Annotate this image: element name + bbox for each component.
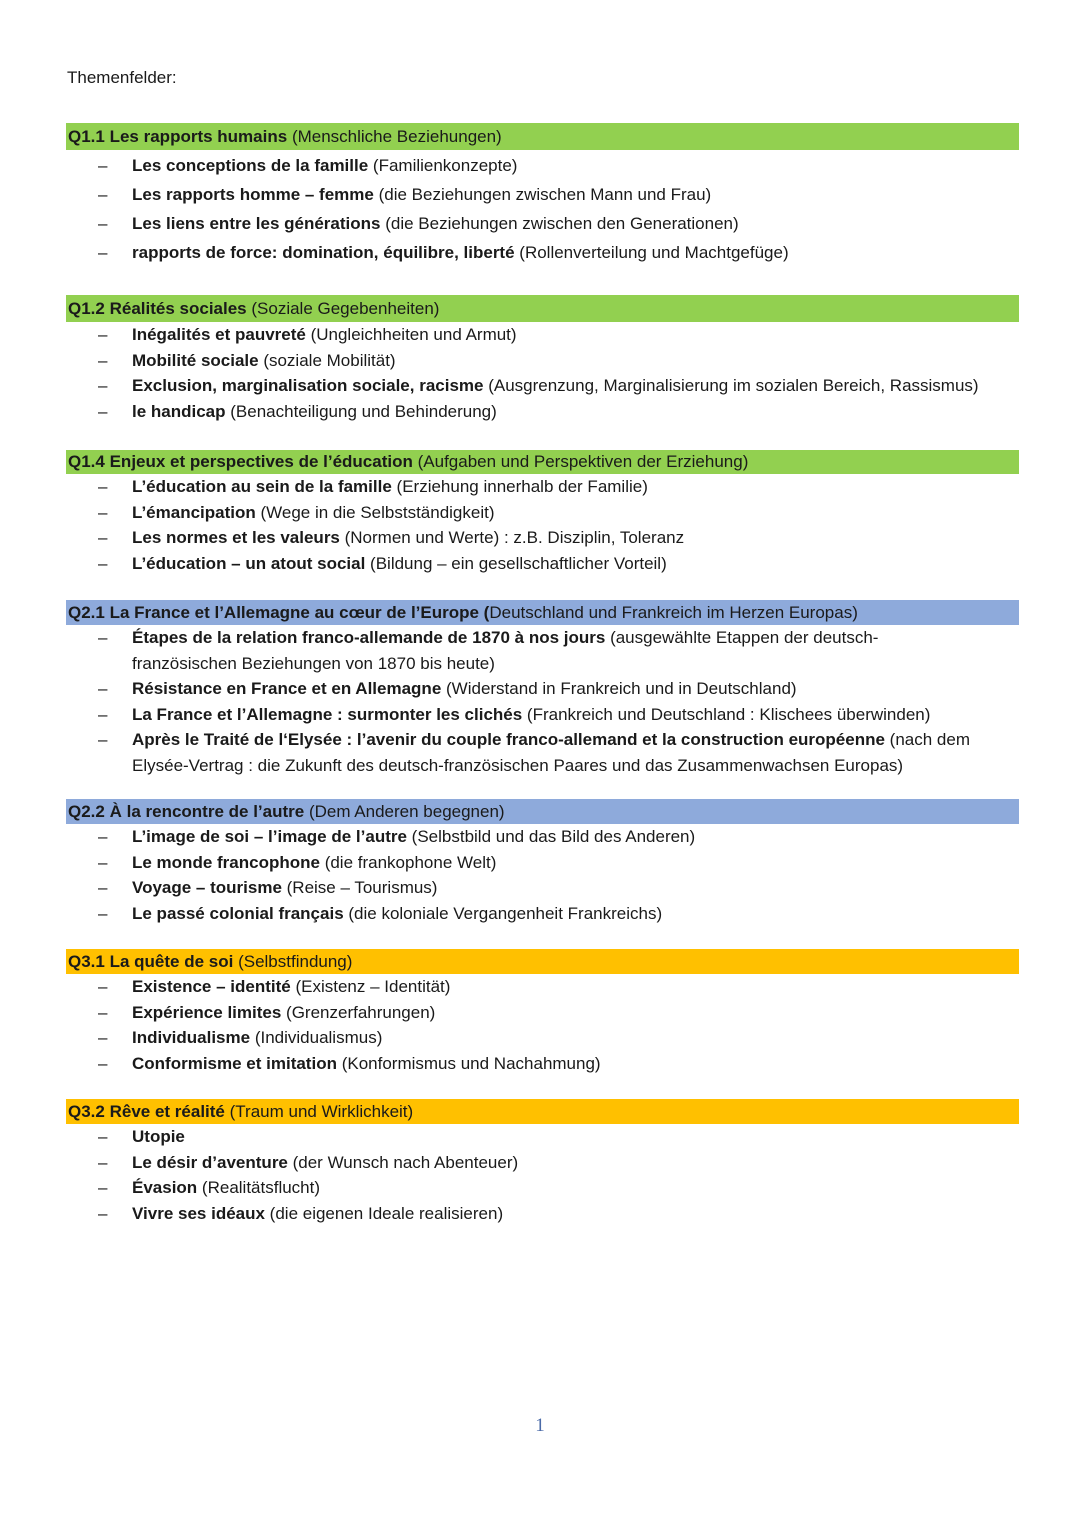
item-topic: Mobilité sociale [132, 350, 259, 370]
item-translation: (Frankreich und Deutschland : Klischees überwinden) [522, 704, 931, 724]
item-topic: Le monde francophone [132, 852, 320, 872]
section-title: La quête de soi [109, 952, 234, 971]
list-item [66, 1201, 1019, 1227]
list-item [66, 238, 1019, 267]
item-topic: Exclusion, marginalisation sociale, racisme [132, 376, 484, 395]
section-code: Q1.4 [68, 452, 105, 471]
item-topic: L’émancipation [132, 502, 256, 522]
item-translation: (Normen und Werte) : z.B. Disziplin, Toleranz [339, 528, 685, 547]
list-item [66, 974, 1019, 1000]
list-item [66, 399, 1019, 425]
section-q2-2 [66, 799, 1019, 926]
list-item [66, 1051, 1019, 1077]
dash-bullet: – [98, 730, 108, 749]
item-translation: (Reise – Tourismus) [281, 878, 438, 897]
dash-bullet: – [98, 376, 108, 395]
list-item [66, 151, 1019, 180]
section-q3-1 [66, 949, 1019, 1076]
page-number: 1 [535, 1415, 545, 1436]
dash-bullet: – [98, 350, 108, 370]
list-item [66, 322, 1019, 348]
dash-bullet: – [98, 1127, 108, 1146]
section-translation: (Aufgaben und Perspektiven der Erziehung) [417, 452, 749, 471]
item-topic: Utopie [132, 1127, 185, 1146]
dash-bullet: – [98, 827, 108, 846]
list-item [66, 625, 1019, 676]
list-item [66, 180, 1019, 209]
section-header [66, 600, 1019, 625]
list-item [66, 702, 1019, 728]
item-translation: (soziale Mobilität) [258, 350, 396, 370]
dash-bullet: – [98, 1053, 108, 1073]
dash-bullet: – [98, 878, 108, 897]
dash-bullet: – [98, 628, 108, 647]
item-topic: rapports de force: domination, équilibre, liberté [132, 243, 515, 262]
item-translation: (die Beziehungen zwischen Mann und Frau) [373, 185, 712, 204]
section-header [66, 949, 1019, 974]
item-translation: (die koloniale Vergangenheit Frankreichs) [343, 903, 663, 923]
section-code: Q1.1 [68, 127, 105, 146]
dash-bullet: – [98, 528, 108, 547]
item-translation: (Rollenverteilung und Machtgefüge) [514, 243, 789, 262]
item-topic: L’éducation au sein de la famille [132, 477, 392, 496]
item-translation: (Widerstand in Frankreich und in Deutschland) [441, 679, 797, 698]
list-item [66, 875, 1019, 901]
section-q1-1 [66, 123, 1019, 267]
dash-bullet: – [98, 704, 108, 724]
section-header [66, 123, 1019, 150]
topic-list [66, 974, 1019, 1076]
dash-bullet: – [98, 553, 108, 573]
dash-bullet: – [98, 679, 108, 698]
section-header [66, 799, 1019, 824]
dash-bullet: – [98, 1028, 108, 1047]
dash-bullet: – [98, 325, 108, 344]
list-item [66, 474, 1019, 500]
section-title: À la rencontre de l’autre [109, 802, 305, 821]
intro-heading: Themenfelder: [67, 68, 177, 87]
topic-list [66, 824, 1019, 926]
list-item [66, 500, 1019, 526]
section-q1-2 [66, 295, 1019, 424]
item-topic: Les liens entre les générations [132, 214, 381, 233]
item-topic: Conformisme et imitation [132, 1053, 337, 1073]
list-item [66, 901, 1019, 927]
topic-list [66, 474, 1019, 576]
topic-list [66, 322, 1019, 424]
list-item [66, 209, 1019, 238]
section-header [66, 295, 1019, 322]
list-item [66, 373, 1019, 399]
item-translation: (die frankophone Welt) [319, 852, 497, 872]
item-topic: Les conceptions de la famille [132, 156, 369, 175]
item-topic: L’image de soi – l’image de l’autre [132, 827, 407, 846]
dash-bullet: – [98, 977, 108, 996]
topic-list [66, 151, 1019, 267]
section-code: Q1.2 [68, 299, 105, 318]
item-topic: Inégalités et pauvreté [132, 325, 306, 344]
item-translation: (Konformismus und Nachahmung) [336, 1053, 601, 1073]
item-topic: Le désir d’aventure [132, 1152, 288, 1172]
item-translation: (die Beziehungen zwischen den Generationen) [380, 214, 739, 233]
item-topic: Après le Traité de l‘Elysée : l’avenir du couple franco-allemand et la construction européenne [132, 730, 885, 749]
item-translation: (Benachteiligung und Behinderung) [225, 401, 497, 421]
item-topic: Les rapports homme – femme [132, 185, 374, 204]
dash-bullet: – [98, 156, 108, 175]
section-translation: (Dem Anderen begegnen) [308, 802, 505, 821]
section-title: La France et l’Allemagne au cœur de l’Europe ( [109, 603, 490, 622]
section-q3-2 [66, 1099, 1019, 1226]
dash-bullet: – [98, 243, 108, 262]
section-translation: (Soziale Gegebenheiten) [251, 299, 440, 318]
item-topic: Voyage – tourisme [132, 878, 282, 897]
dash-bullet: – [98, 1152, 108, 1172]
item-translation: (Selbstbild und das Bild des Anderen) [406, 827, 696, 846]
item-translation: (Realitätsflucht) [197, 1178, 321, 1197]
list-item [66, 525, 1019, 551]
dash-bullet: – [98, 214, 108, 233]
section-code: Q3.2 [68, 1102, 105, 1121]
item-topic: Étapes de la relation franco-allemande de 1870 à nos jours [132, 628, 606, 647]
dash-bullet: – [98, 401, 108, 421]
dash-bullet: – [98, 477, 108, 496]
section-code: Q2.1 [68, 603, 105, 622]
list-item [66, 551, 1019, 577]
dash-bullet: – [98, 903, 108, 923]
item-topic: Les normes et les valeurs [132, 528, 340, 547]
item-topic: Expérience limites [132, 1002, 282, 1022]
section-header [66, 450, 1019, 474]
item-topic: le handicap [132, 401, 226, 421]
item-topic: Le passé colonial français [132, 903, 344, 923]
section-q1-4 [66, 450, 1019, 576]
item-topic: L’éducation – un atout social [132, 553, 366, 573]
item-translation: (Wege in die Selbstständigkeit) [255, 502, 495, 522]
item-topic: Individualisme [132, 1028, 251, 1047]
item-translation: (Erziehung innerhalb der Familie) [391, 477, 648, 496]
section-header [66, 1099, 1019, 1124]
item-topic: Évasion [132, 1178, 198, 1197]
item-translation: (Ungleichheiten und Armut) [305, 325, 517, 344]
section-code: Q3.1 [68, 952, 105, 971]
item-topic: La France et l’Allemagne : surmonter les clichés [132, 704, 523, 724]
item-translation: (ausgewählte Etappen der deutsch-französischen Beziehungen von 1870 bis heute) [132, 628, 879, 673]
list-item [66, 727, 1019, 778]
item-translation: (Bildung – ein gesellschaftlicher Vorteil) [365, 553, 667, 573]
list-item [66, 1175, 1019, 1201]
list-item [66, 1124, 1019, 1150]
list-item [66, 1000, 1019, 1026]
section-translation: (Selbstfindung) [238, 952, 353, 971]
item-translation: (nach dem Elysée-Vertrag : die Zukunft des deutsch-französischen Paares und das Zusammenwachsen Europas) [132, 730, 970, 775]
dash-bullet: – [98, 852, 108, 872]
item-translation: (Individualismus) [250, 1028, 383, 1047]
section-title: Les rapports humains [109, 127, 288, 146]
section-q2-1 [66, 600, 1019, 778]
list-item [66, 824, 1019, 850]
dash-bullet: – [98, 1203, 108, 1223]
section-title: Réalités sociales [109, 299, 247, 318]
dash-bullet: – [98, 185, 108, 204]
dash-bullet: – [98, 1178, 108, 1197]
list-item [66, 1150, 1019, 1176]
section-translation: Deutschland und Frankreich im Herzen Europas) [489, 603, 858, 622]
item-translation: (die eigenen Ideale realisieren) [264, 1203, 504, 1223]
item-translation: (Grenzerfahrungen) [281, 1002, 436, 1022]
item-topic: Vivre ses idéaux [132, 1203, 265, 1223]
section-translation: (Menschliche Beziehungen) [291, 127, 502, 146]
list-item [66, 850, 1019, 876]
item-translation: (Existenz – Identität) [290, 977, 451, 996]
item-topic: Existence – identité [132, 977, 291, 996]
list-item [66, 676, 1019, 702]
section-title: Enjeux et perspectives de l’éducation [109, 452, 413, 471]
section-title: Rêve et réalité [109, 1102, 225, 1121]
dash-bullet: – [98, 1002, 108, 1022]
list-item [66, 1025, 1019, 1051]
item-translation: (Familienkonzepte) [368, 156, 518, 175]
item-topic: Résistance en France et en Allemagne [132, 679, 442, 698]
section-code: Q2.2 [68, 802, 105, 821]
item-translation: (der Wunsch nach Abenteuer) [287, 1152, 519, 1172]
item-translation: (Ausgrenzung, Marginalisierung im sozialen Bereich, Rassismus) [483, 376, 979, 395]
dash-bullet: – [98, 502, 108, 522]
section-translation: (Traum und Wirklichkeit) [229, 1102, 414, 1121]
list-item [66, 348, 1019, 374]
topic-list [66, 625, 1019, 778]
topic-list [66, 1124, 1019, 1226]
